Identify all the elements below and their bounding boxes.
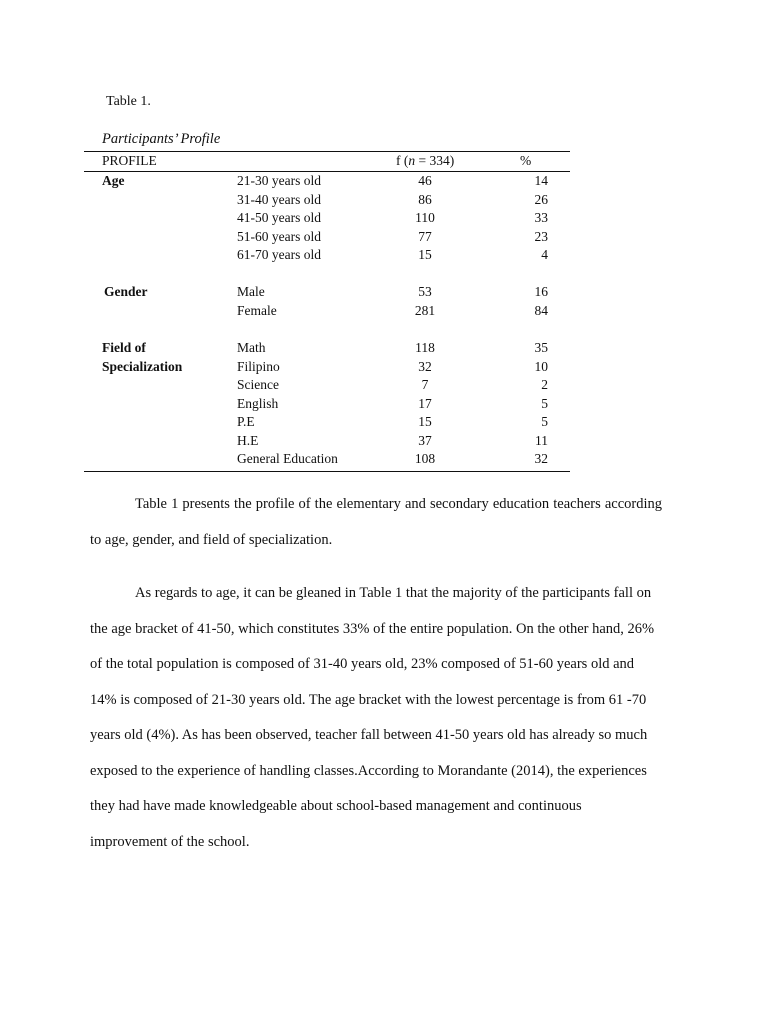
- row-item: Science: [237, 377, 279, 392]
- category-gender: Gender: [104, 284, 148, 299]
- row-item: 21-30 years old: [237, 173, 321, 188]
- row-item: 41-50 years old: [237, 210, 321, 225]
- row-percent: 33: [534, 210, 548, 225]
- header-f-suffix: = 334): [415, 153, 455, 168]
- row-frequency: 46: [418, 173, 432, 188]
- row-percent: 5: [541, 414, 548, 429]
- row-frequency: 17: [418, 395, 432, 411]
- row-item: Filipino: [237, 358, 280, 374]
- row-percent: 4: [541, 247, 548, 262]
- row-item: Male: [237, 284, 265, 299]
- row-item: H.E: [237, 432, 259, 448]
- row-frequency: 118: [415, 340, 435, 355]
- row-percent: 26: [534, 191, 548, 207]
- table-top-rule: [84, 151, 570, 152]
- row-frequency: 7: [421, 377, 429, 392]
- row-frequency: 53: [418, 284, 432, 299]
- category-field-line2: Specialization: [102, 358, 183, 374]
- row-percent: 11: [535, 432, 548, 448]
- row-item: 51-60 years old: [237, 228, 321, 244]
- row-percent: 10: [534, 358, 548, 374]
- row-percent: 14: [534, 173, 548, 188]
- row-item: English: [237, 395, 279, 411]
- header-f-n: n: [408, 153, 416, 168]
- row-percent: 23: [534, 228, 548, 244]
- table-label: Table 1.: [106, 94, 151, 109]
- header-percent: %: [520, 153, 532, 168]
- row-item: Math: [237, 340, 266, 355]
- paragraph-2-text: As regards to age, it can be gleaned in Table 1 that the majority of the participants fall on the age bracket of 41-50, which constitutes 33% of the entire population. On the other hand, 26% of the total population is composed of 31-40 years old, 23% composed of 51-60 years old and 14% is composed of 21-30 years old. The age bracket with the lowest percentage is from 61 -70 years old (4%). As has been observed, teacher fall between 41-50 years old has already so much exposed to the experience of handling classes.According to Morandante (2014), the experiences they had have made knowledgeable about school-based management and continuous improvement of the school.: [90, 585, 655, 850]
- row-frequency: 37: [418, 432, 432, 448]
- row-item: 31-40 years old: [237, 191, 321, 207]
- paragraph-1-text: Table 1 presents the profile of the elementary and secondary education teachers according to age, gender, and field of specialization.: [90, 496, 662, 548]
- row-item: P.E: [237, 414, 255, 429]
- row-item: General Education: [237, 451, 338, 466]
- row-frequency: 15: [418, 414, 432, 429]
- row-item: Female: [237, 302, 277, 318]
- table-title: Participants’ Profile: [102, 131, 221, 147]
- row-frequency: 110: [415, 210, 435, 225]
- row-frequency: 108: [414, 451, 436, 466]
- row-percent: 5: [541, 395, 548, 411]
- row-percent: 2: [541, 377, 548, 392]
- row-frequency: 86: [418, 191, 432, 207]
- header-frequency: [396, 153, 454, 169]
- row-percent: 32: [534, 451, 548, 466]
- row-frequency: 77: [418, 228, 432, 244]
- row-item: 61-70 years old: [237, 247, 321, 262]
- row-percent: 35: [534, 340, 548, 355]
- table-bottom-rule: [84, 471, 570, 472]
- category-age: Age: [102, 173, 125, 188]
- row-percent: 84: [534, 302, 548, 318]
- header-profile: PROFILE: [102, 153, 157, 168]
- row-frequency: 281: [414, 302, 436, 318]
- row-percent: 16: [534, 284, 548, 299]
- header-f-prefix: f (: [396, 153, 409, 168]
- row-frequency: 15: [418, 247, 432, 262]
- paragraph-1: [90, 486, 662, 558]
- paragraph-2: [90, 576, 662, 860]
- row-frequency: 32: [418, 358, 432, 374]
- category-field-line1: Field of: [102, 340, 146, 355]
